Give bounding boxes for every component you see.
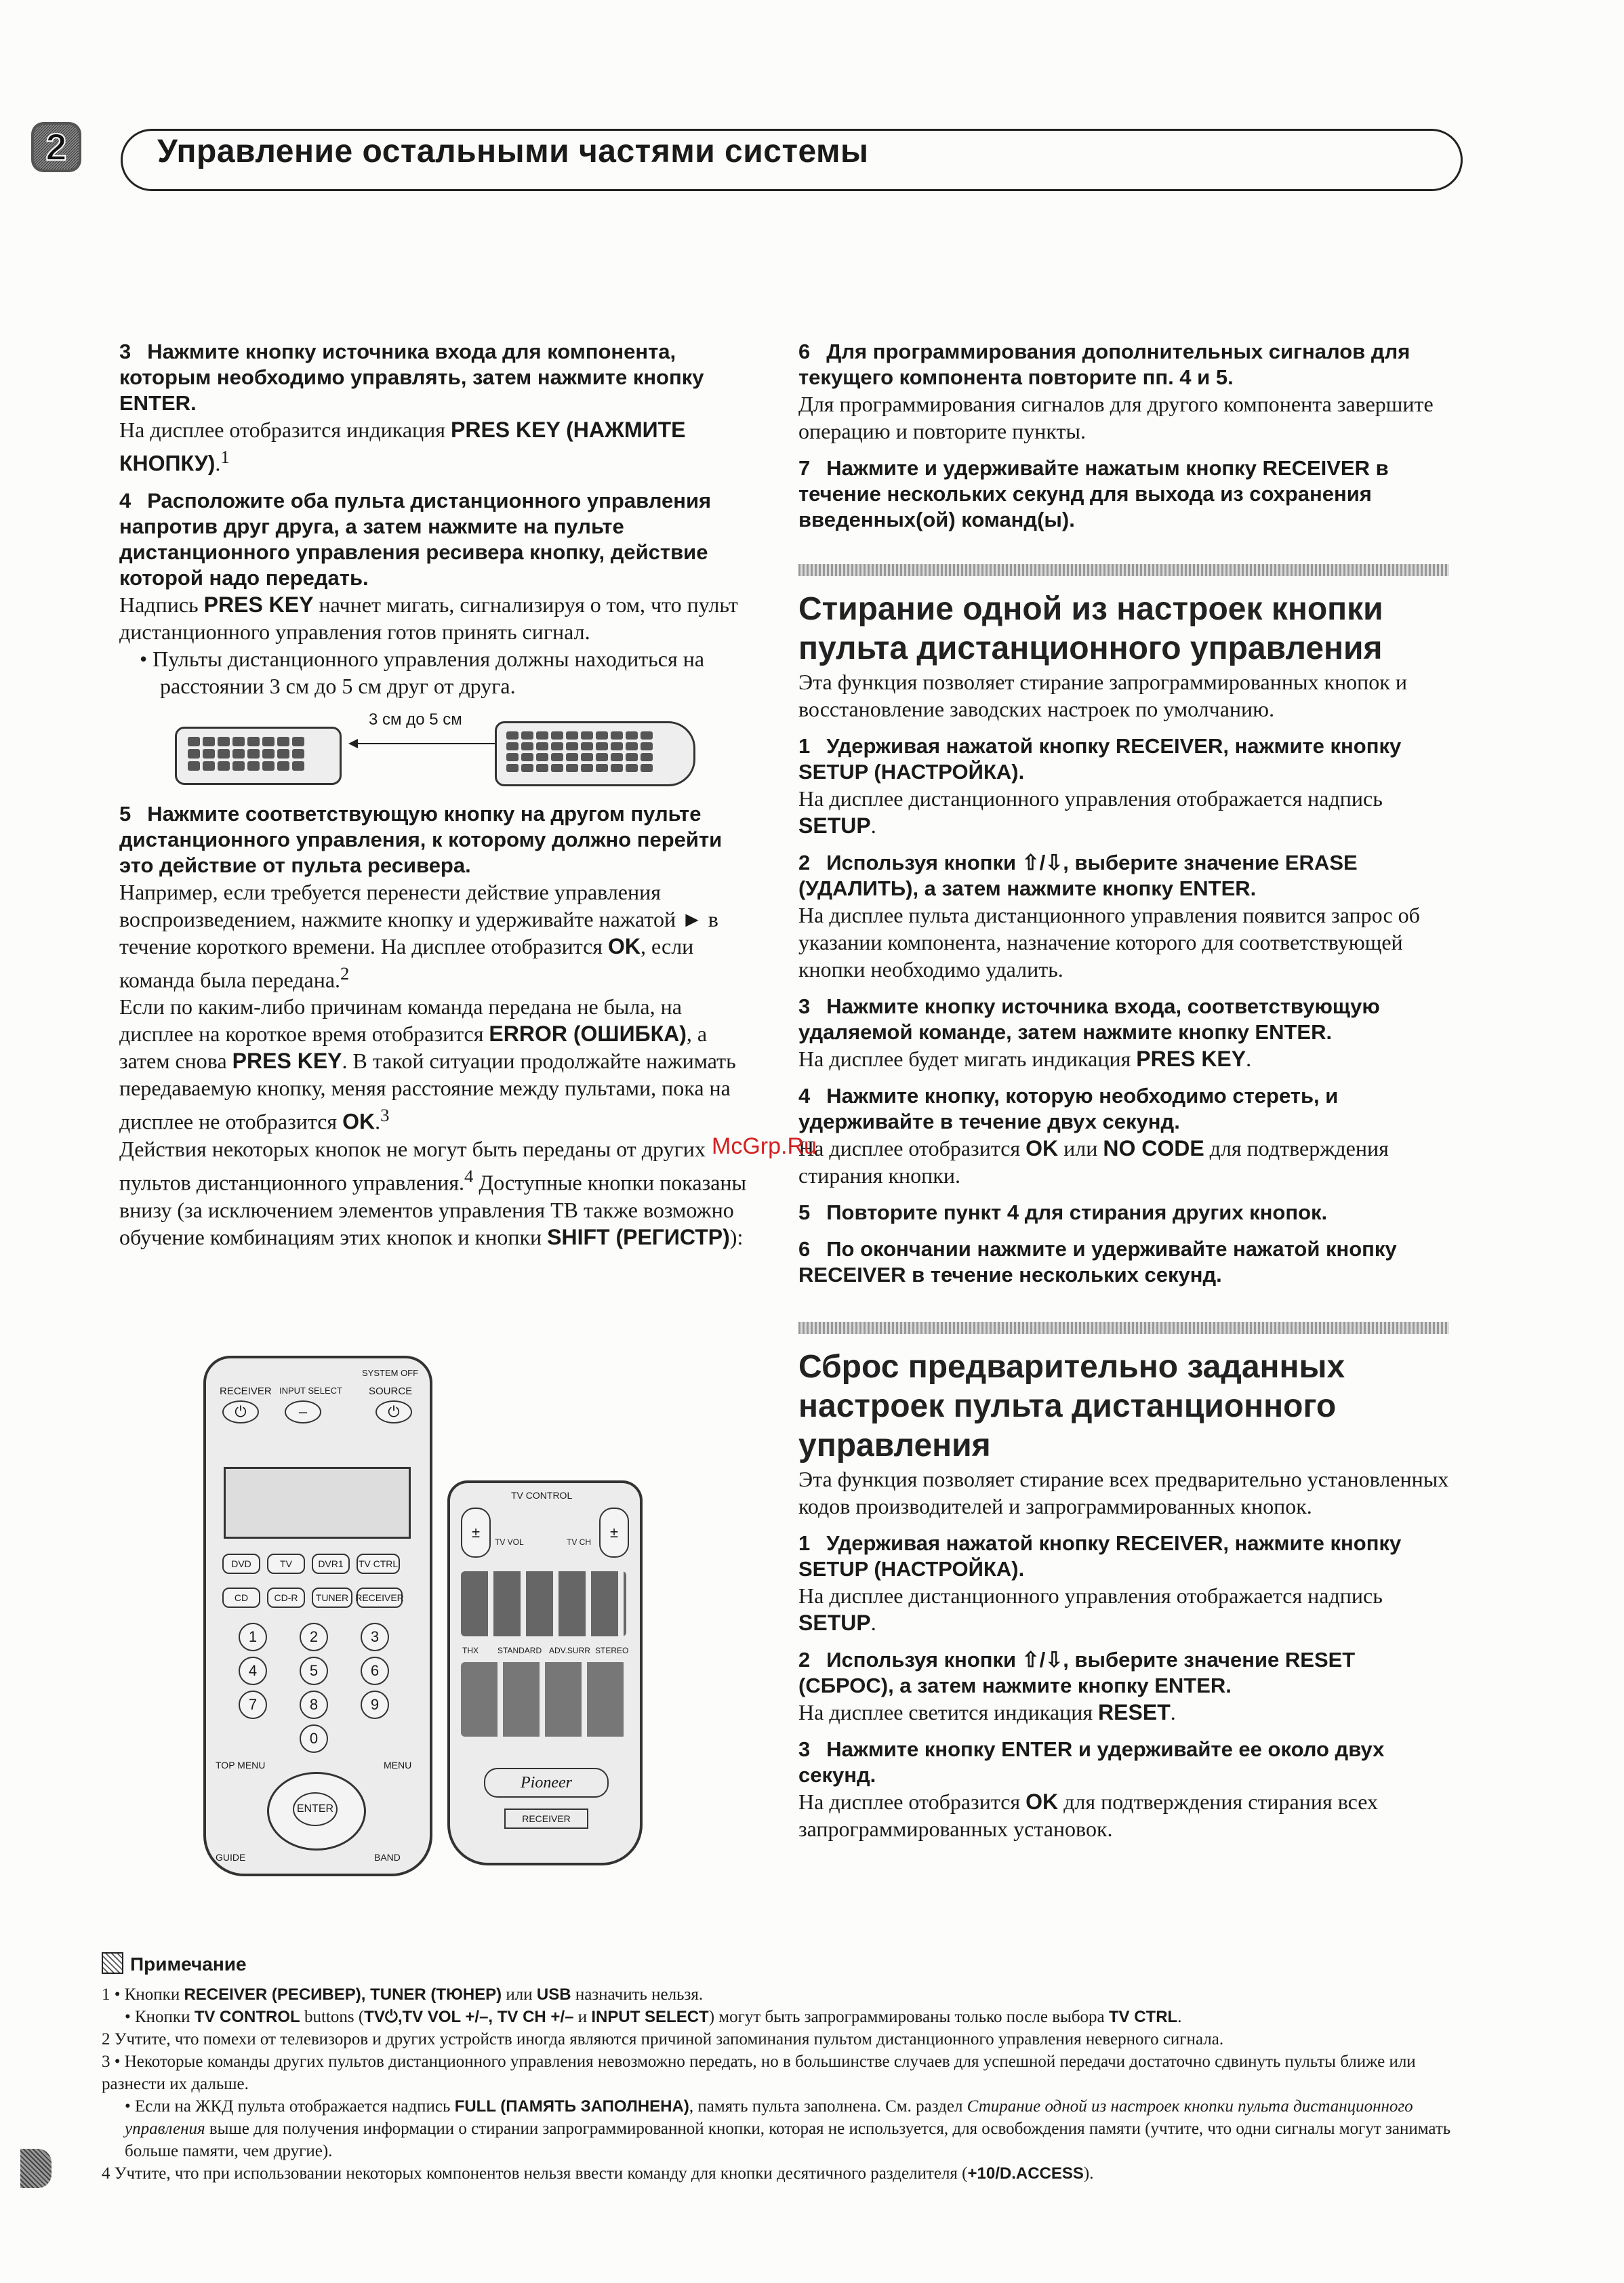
erase-step-4-heading: 4 Нажмите кнопку, которую необходимо стереть, и удерживайте в течение двух секунд.	[798, 1084, 1339, 1133]
remote-receiver-label: RECEIVER	[220, 1386, 272, 1397]
remote-dvr1-button: DVR1	[312, 1554, 350, 1574]
right-column	[798, 339, 1449, 1842]
remote-mode-buttons	[461, 1662, 626, 1737]
chapter-number: 2	[45, 125, 67, 168]
erase-step-6-heading: 6 По окончании нажмите и удерживайте нажатой кнопку RECEIVER в течение нескольких секунд.	[798, 1237, 1397, 1287]
remote-thx-label: THX	[462, 1646, 479, 1655]
step-4-text: Надпись PRES KEY начнет мигать, сигнализируя о том, что пульт дистанционного управления готов принять сигнал.	[119, 592, 738, 644]
erase-step-3-heading: 3 Нажмите кнопку источника входа, соответствующую удаляемой команде, затем нажмите кнопку ENTER.	[798, 994, 1380, 1044]
remote-power-button: ⏻	[222, 1400, 259, 1423]
remotes-distance-illustration	[119, 706, 756, 794]
step-5-para-1: Например, если требуется перенести действие управления воспроизведением, нажмите кнопку и удерживайте нажатой ► в течение короткого времени. На дисплее отобразится OK, если команда была передана.$^2$	[119, 879, 718, 992]
chapter-badge	[30, 121, 83, 174]
step-5-heading: 5 Нажмите соответствующую кнопку на другом пульте дистанционного управления, к которому должно перейти это действие от пульта ресивера.	[119, 801, 723, 877]
remote-key-0: 0	[300, 1724, 328, 1753]
footnote-1a: 1 • Кнопки RECEIVER (РЕСИВЕР), TUNER (ТЮНЕР) или USB назначить нельзя.	[102, 1985, 704, 2004]
remote-tuner-button: TUNER	[312, 1588, 352, 1608]
remote-key-2: 2	[300, 1623, 328, 1651]
remote-tvctrl-button: TV CTRL	[357, 1554, 400, 1574]
other-remote-small	[495, 721, 695, 786]
footnotes	[102, 1983, 1457, 2185]
remote-tv-vol-label: TV VOL	[495, 1537, 524, 1547]
erase-intro: Эта функция позволяет стирание запрограммированных кнопок и восстановление заводских настроек по умолчанию.	[798, 670, 1407, 721]
erase-step-1-heading: 1 Удерживая нажатой кнопку RECEIVER, нажмите кнопку SETUP (НАСТРОЙКА).	[798, 734, 1402, 784]
receiver-remote-small	[175, 727, 342, 785]
erase-step-5-heading: 5 Повторите пункт 4 для стирания других кнопок.	[798, 1200, 1328, 1224]
erase-step-3-text: На дисплее будет мигать индикация PRES KEY.	[798, 1047, 1252, 1071]
remote-tv-vol-button: ±	[461, 1508, 491, 1558]
erase-step-2-heading: 2 Используя кнопки ⇧/⇩, выберите значение ERASE (УДАЛИТЬ), а затем нажмите кнопку ENTER.	[798, 851, 1358, 900]
remote-band-label: BAND	[374, 1852, 401, 1863]
footnote-3a: 3 • Некоторые команды других пультов дистанционного управления невозможно передать, но в большинстве случаев для успешной передачи достаточно сдвинуть пульты ближе или разнести их дальше.	[102, 2053, 1416, 2093]
reset-step-1-heading: 1 Удерживая нажатой кнопку RECEIVER, нажмите кнопку SETUP (НАСТРОЙКА).	[798, 1531, 1402, 1581]
erase-section-title: Стирание одной из настроек кнопки пульта дистанционного управления	[798, 591, 1383, 666]
step-3-text: На дисплее отобразится индикация PRES KEY (НАЖМИТЕ КНОПКУ).$^1$	[119, 418, 686, 476]
remote-key-5: 5	[300, 1657, 328, 1685]
remote-source-label: SOURCE	[369, 1386, 413, 1397]
remote-key-4: 4	[239, 1657, 267, 1685]
step-5-para-3: Действия некоторых кнопок не могут быть переданы от других пультов дистанционного управления.$^4$ Доступные кнопки показаны внизу (за исключением элементов управления ТВ также возможно обучение комбинациям этих кнопок и кнопки SHIFT (РЕГИСТР)):	[119, 1136, 747, 1249]
remote-key-6: 6	[361, 1657, 389, 1685]
footnote-4: 4 Учтите, что при использовании некоторых компонентов нельзя ввести команду для кнопки десятичного разделителя (+10/D.ACCESS).	[102, 2164, 1094, 2183]
note-icon	[102, 1952, 123, 1974]
remote-guide-label: GUIDE	[216, 1852, 246, 1863]
remote-input-label: INPUT SELECT	[279, 1386, 342, 1396]
remote-cdr-button: CD-R	[267, 1588, 305, 1608]
remote-receiver-button: RECEIVER	[357, 1588, 403, 1608]
left-column	[119, 339, 756, 1251]
step-4-heading: 4 Расположите оба пульта дистанционного управления напротив друг друга, а затем нажмите на пульте дистанционного управления ресивера кнопку, действие которой надо передать.	[119, 488, 712, 590]
remote-adv-label: ADV.SURR	[549, 1646, 590, 1655]
distance-label: 3 см до 5 см	[369, 710, 462, 729]
section-divider-erase	[798, 564, 1449, 576]
step-6-text: Для программирования сигналов для другого компонента завершите операцию и повторите пункты.	[798, 392, 1434, 443]
reset-step-1-text: На дисплее дистанционного управления отображается надпись SETUP.	[798, 1583, 1383, 1635]
remote-enter-button: ENTER	[293, 1792, 338, 1826]
remote-stereo-label: STEREO	[595, 1646, 629, 1655]
page-edge-badge	[20, 2149, 52, 2188]
distance-arrow	[347, 733, 510, 754]
watermark: McGrp.Ru	[712, 1133, 817, 1159]
step-6-heading: 6 Для программирования дополнительных сигналов для текущего компонента повторите пп. 4 и 5.	[798, 340, 1410, 389]
remote-system-off-label: SYSTEM OFF	[362, 1368, 419, 1378]
erase-step-1-text: На дисплее дистанционного управления отображается надпись SETUP.	[798, 786, 1383, 838]
erase-step-2-text: На дисплее пульта дистанционного управления появится запрос об указании компонента, назначение которого для соответствующей кнопки необходимо удалить.	[798, 903, 1420, 982]
section-divider-reset	[798, 1322, 1449, 1334]
remote-brand-logo: Pioneer	[484, 1768, 609, 1798]
remote-menu-label: MENU	[384, 1760, 412, 1771]
remote-top-menu-label: TOP MENU	[216, 1760, 266, 1771]
reset-intro: Эта функция позволяет стирание всех предварительно установленных кодов производителей и запрограммированных кнопок.	[798, 1467, 1449, 1518]
page-title: Управление остальными частями системы	[157, 134, 869, 169]
footnote-2: 2 Учтите, что помехи от телевизоров и других устройств иногда являются причиной запоминания пультом дистанционного управления неверного сигнала.	[102, 2030, 1224, 2048]
note-heading: Примечание	[102, 1952, 247, 1975]
reset-step-2-text: На дисплее светится индикация RESET.	[798, 1700, 1176, 1724]
reset-section-title: Сброс предварительно заданных настроек пульта дистанционного управления	[798, 1349, 1345, 1463]
step-3-heading: 3 Нажмите кнопку источника входа для компонента, которым необходимо управлять, затем нажмите кнопку ENTER.	[119, 340, 704, 415]
receiver-remote-bottom	[447, 1480, 643, 1865]
remote-std-label: STANDARD	[498, 1646, 542, 1655]
remote-transport-buttons	[461, 1571, 626, 1636]
remote-receiver-badge: RECEIVER	[504, 1809, 588, 1829]
remote-key-3: 3	[361, 1623, 389, 1651]
step-5-para-2: Если по каким-либо причинам команда передана не была, на дисплее на короткое время отобразится ERROR (ОШИБКА), а затем снова PRES KEY. В такой ситуации продолжайте нажимать передаваемую кнопку, меняя расстояние между пультами, пока на дисплее не отобразится OK.$^3$	[119, 994, 736, 1134]
remote-dvd-button: DVD	[222, 1554, 260, 1574]
remote-lcd	[224, 1467, 411, 1539]
remote-tv-ch-label: TV CH	[567, 1537, 591, 1547]
remote-key-9: 9	[361, 1691, 389, 1719]
remote-tv-button: TV	[267, 1554, 305, 1574]
remote-input-button: –	[285, 1400, 321, 1423]
step-7-heading: 7 Нажмите и удерживайте нажатым кнопку RECEIVER в течение нескольких секунд для выхода из сохранения введенных(ой) команд(ы).	[798, 456, 1389, 531]
remote-tv-control-label: TV CONTROL	[511, 1490, 573, 1501]
reset-step-3-heading: 3 Нажмите кнопку ENTER и удерживайте ее около двух секунд.	[798, 1737, 1385, 1787]
footnote-3b: • Если на ЖКД пульта отображается надпись FULL (ПАМЯТЬ ЗАПОЛНЕНА), память пульта заполнена. См. раздел Стирание одной из настроек кнопки пульта дистанционного управления выше для получения информации о стирании запрограммированной кнопки, которая не используется, для освобождения памяти (учтите, что одни сигналы могут занимать больше памяти, чем другие).	[125, 2097, 1451, 2160]
remote-vol-button: ±	[599, 1508, 629, 1558]
remote-key-1: 1	[239, 1623, 267, 1651]
remote-source-button: ⏻	[375, 1400, 412, 1423]
footnote-1b: • Кнопки TV CONTROL buttons (TV⏻,TV VOL +/–, TV CH +/– и INPUT SELECT) могут быть запрограммированы только после выбора TV CTRL.	[125, 2008, 1182, 2026]
reset-step-2-heading: 2 Используя кнопки ⇧/⇩, выберите значение RESET (СБРОС), а затем нажмите кнопку ENTER.	[798, 1648, 1356, 1697]
erase-step-4-text: На дисплее отобразится OK или NO CODE для подтверждения стирания кнопки.	[798, 1136, 1389, 1188]
reset-step-3-text: На дисплее отобразится OK для подтверждения стирания всех запрограммированных установок.	[798, 1790, 1379, 1841]
receiver-remote-large	[203, 1356, 432, 1876]
remote-key-7: 7	[239, 1691, 267, 1719]
step-4-bullet: • Пульты дистанционного управления должны находиться на расстоянии 3 см до 5 см друг от друга.	[140, 646, 705, 698]
remote-cd-button: CD	[222, 1588, 260, 1608]
remote-key-8: 8	[300, 1691, 328, 1719]
